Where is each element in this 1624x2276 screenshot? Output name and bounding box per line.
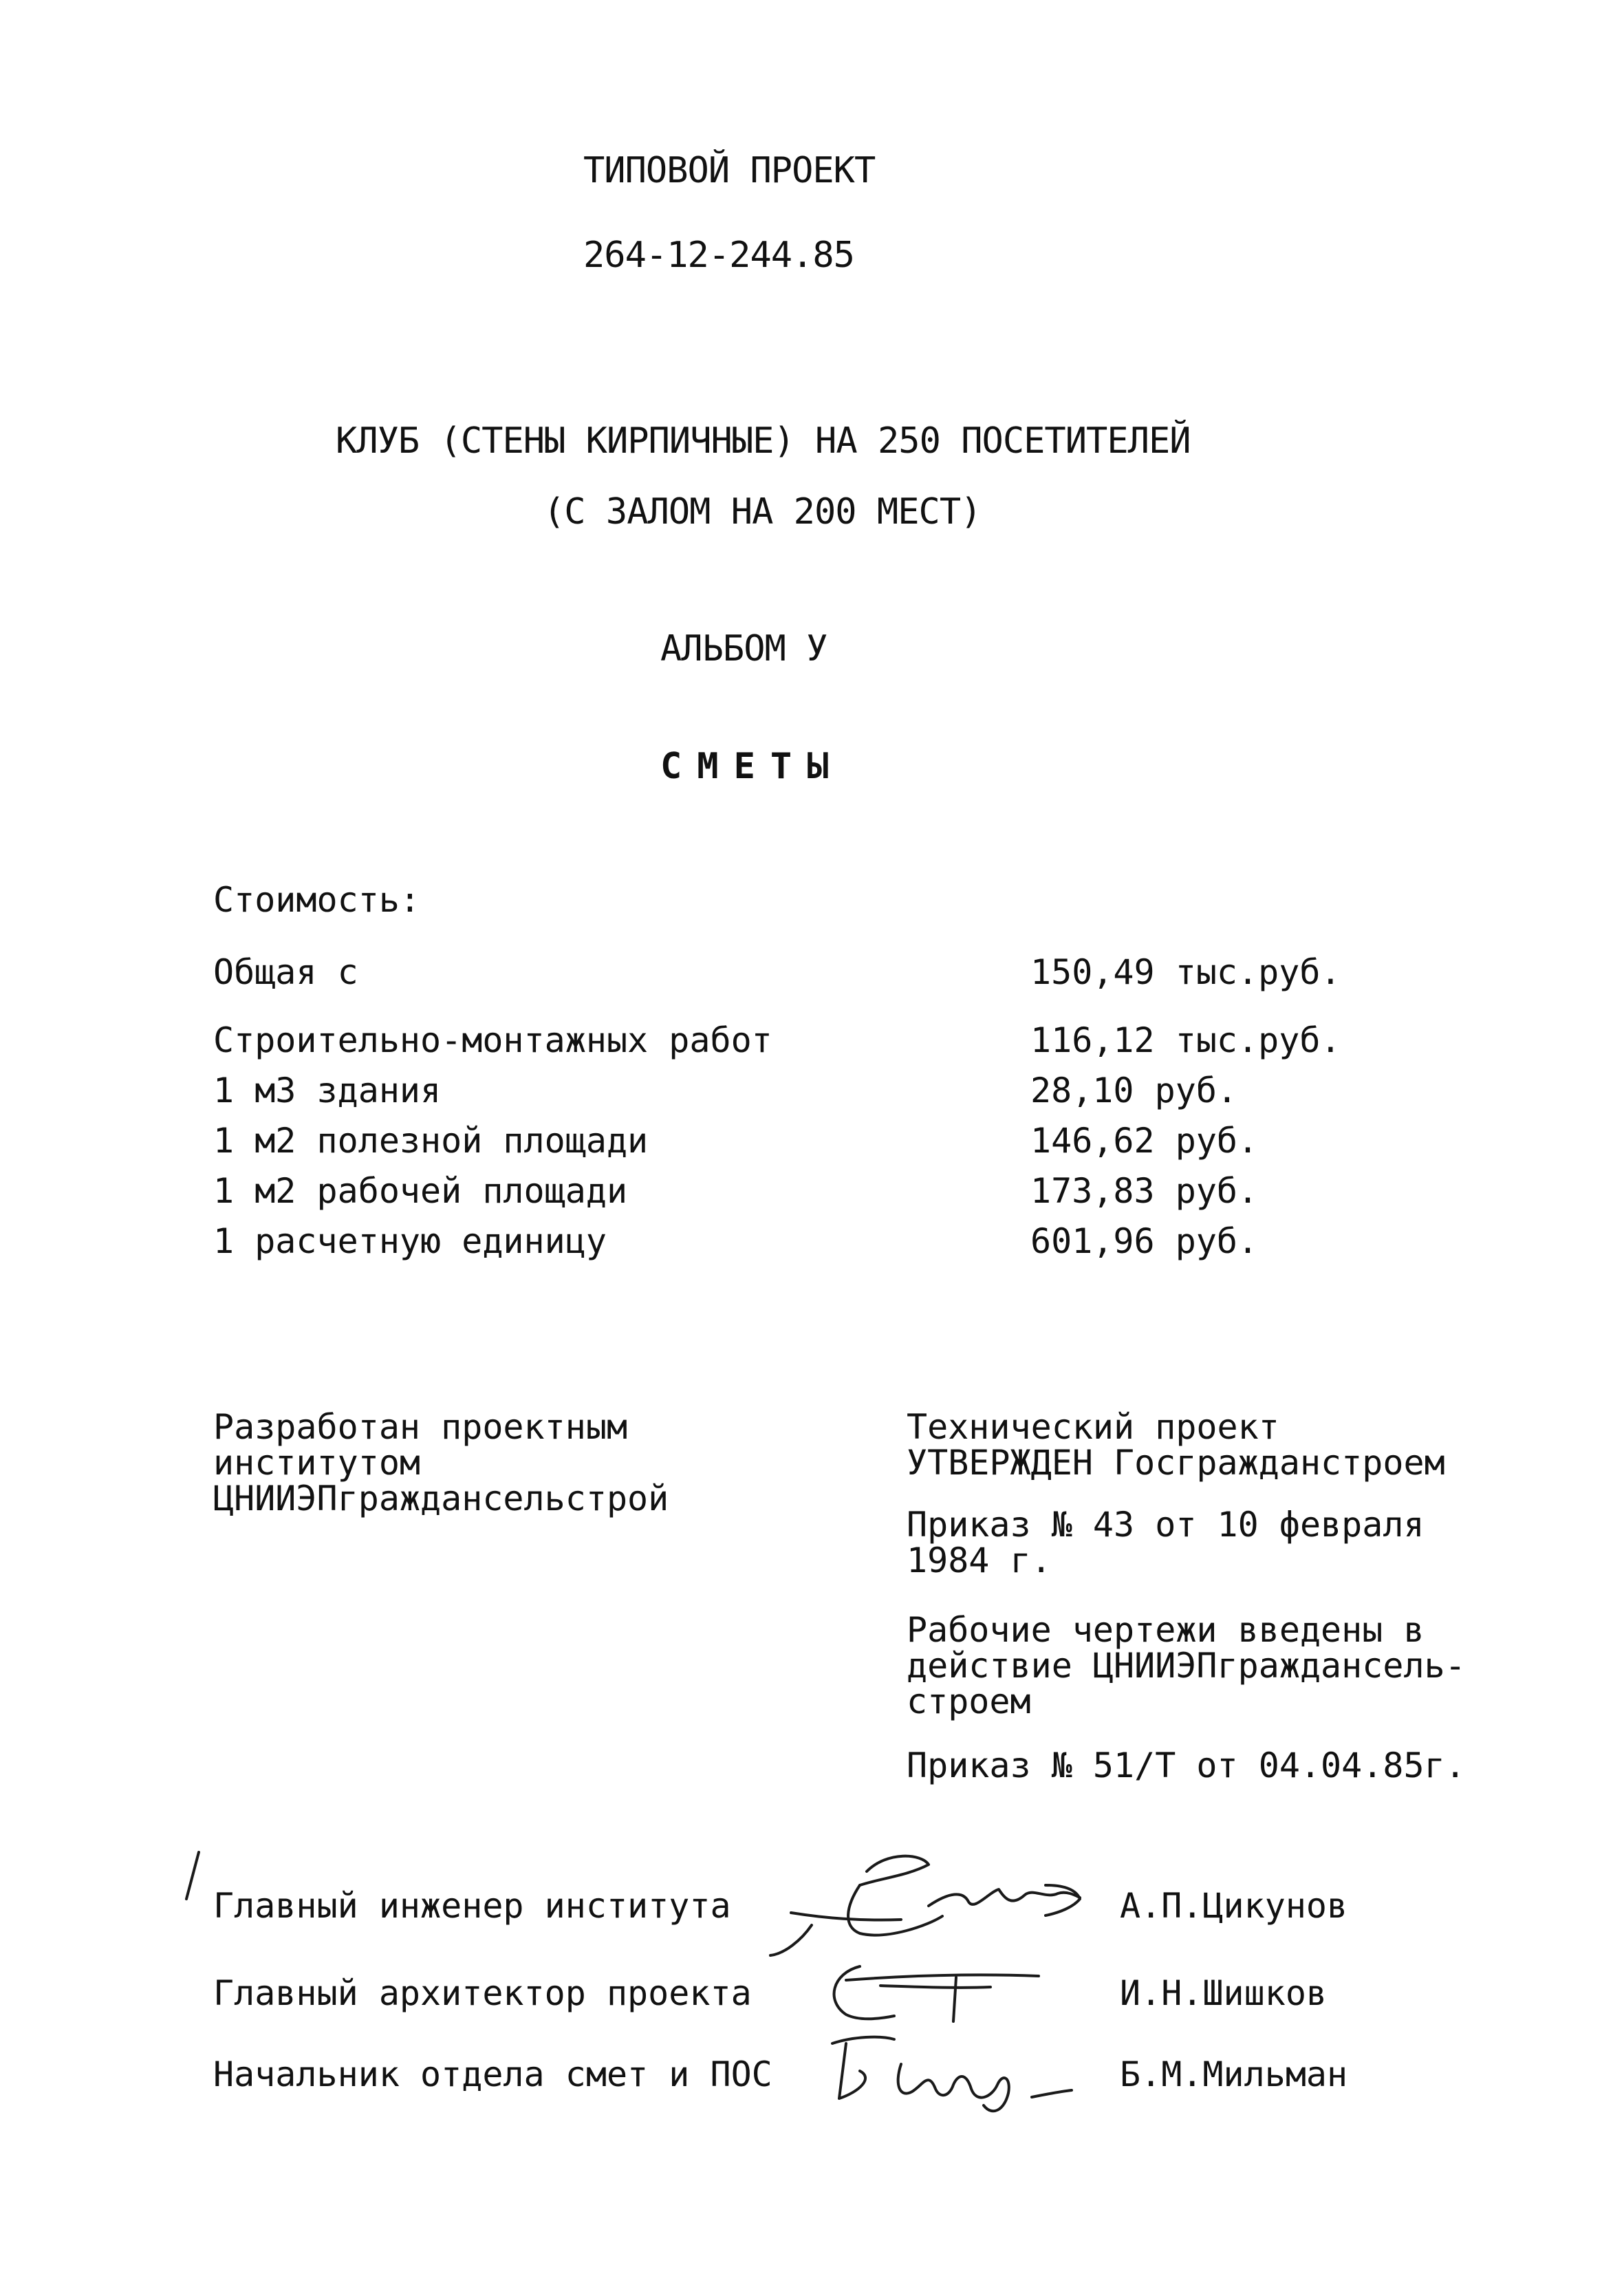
cost-value: 150,49 тыс.руб. [1030,952,1341,992]
handwritten-signature-3 [812,2023,1101,2119]
project-number: 264-12-244.85 [583,235,854,276]
signature-role: Главный инженер института [213,1886,731,1926]
cost-label: 1 м2 полезной площади [213,1121,649,1161]
approval-technical [907,1409,1445,1481]
album-label: АЛЬБОМ У [660,628,827,669]
cost-label: Общая с [213,952,358,992]
cost-label: 1 м3 здания [213,1071,442,1110]
section-title: СМЕТЫ [660,746,844,787]
signature-name: А.П.Цикунов [1120,1886,1348,1926]
approval-line: действие ЦНИИЭПграждансель- [907,1646,1466,1686]
developer-line: ЦНИИЭПграждансельстрой [213,1479,669,1518]
cost-value: 601,96 руб. [1030,1221,1259,1261]
signature-name: И.Н.Шишков [1120,1973,1328,2013]
approval-line: Технический проект [907,1407,1279,1447]
title-line-1: КЛУБ (СТЕНЫ КИРПИЧНЫЕ) НА 250 ПОСЕТИТЕЛЕЙ [336,420,1191,462]
signature-name: Б.М.Мильман [1120,2054,1348,2094]
margin-tick-mark [182,1849,203,1904]
cost-label: Строительно-монтажных работ [213,1020,772,1060]
cost-value: 146,62 руб. [1030,1121,1259,1161]
cost-label: 1 м2 рабочей площади [213,1171,628,1211]
approval-order-1 [907,1507,1425,1578]
cost-value: 173,83 руб. [1030,1171,1259,1211]
approval-line: Рабочие чертежи введены в [907,1610,1425,1650]
handwritten-signature-1 [722,1844,1107,1961]
cost-heading: Стоимость: [213,880,421,920]
approval-line: 1984 г. [907,1540,1052,1580]
cost-value: 116,12 тыс.руб. [1030,1020,1341,1060]
cost-value: 28,10 руб. [1030,1071,1238,1110]
signature-role: Главный архитектор проекта [213,1973,752,2013]
approval-line: строем [907,1682,1031,1721]
approval-line: Приказ № 43 от 10 февраля [907,1505,1425,1545]
title-line-2: (С ЗАЛОМ НА 200 МЕСТ) [543,491,982,533]
approval-line: Приказ № 51/Т от 04.04.85г. [907,1746,1466,1785]
developer-line: Разработан проектным [213,1407,628,1447]
developer-note [213,1409,669,1516]
project-type: ТИПОВОЙ ПРОЕКТ [583,150,876,191]
developer-line: институтом [213,1443,421,1483]
cost-label: 1 расчетную единицу [213,1221,607,1261]
approval-working-drawings [907,1612,1466,1719]
approval-line: УТВЕРЖДЕН Госгражданстроем [907,1443,1445,1483]
approval-order-2 [907,1748,1466,1783]
signature-role: Начальник отдела смет и ПОС [213,2054,772,2094]
